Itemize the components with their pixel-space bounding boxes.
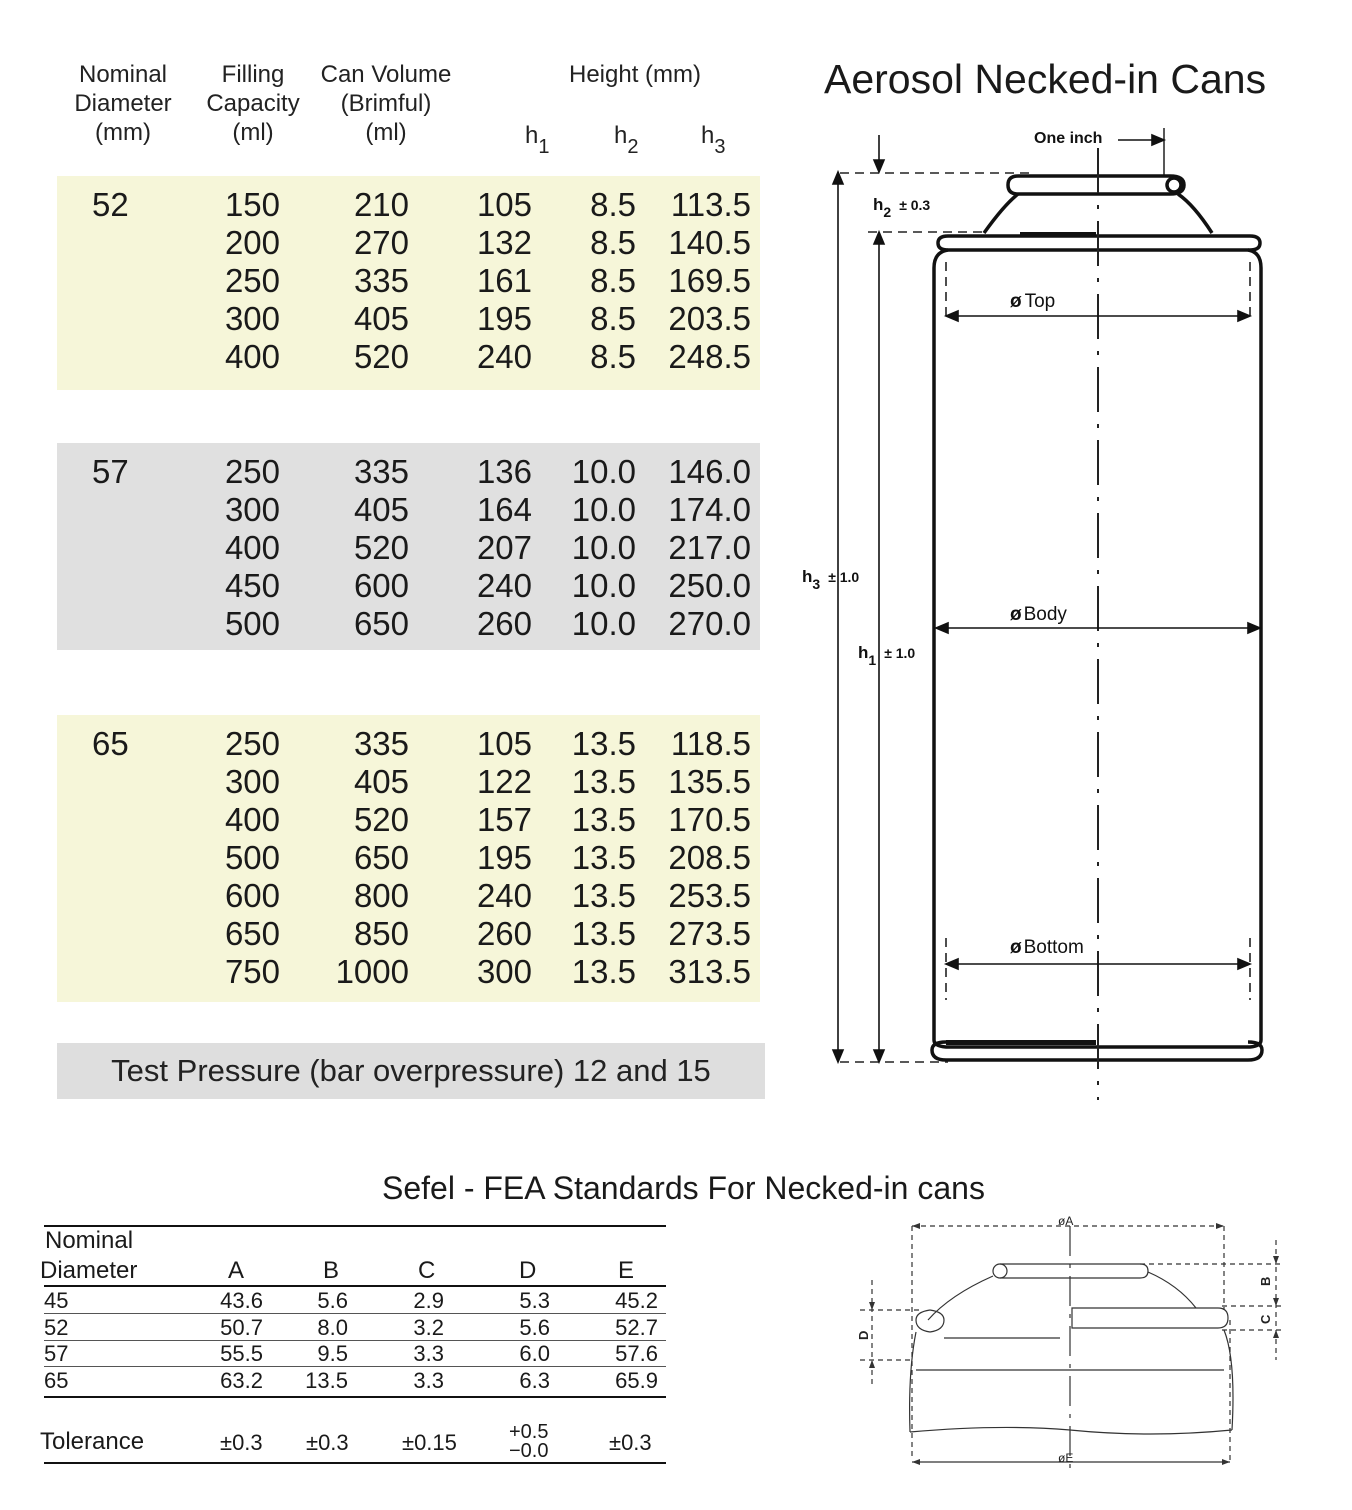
table-cell: 8.5 <box>590 224 636 261</box>
table-cell: 10.0 <box>571 529 636 566</box>
table-cell: 169.5 <box>668 262 751 299</box>
h2-label: $h_2$ $^{\pm 0.3}$ <box>873 195 931 220</box>
table-cell: 400 <box>224 529 280 566</box>
bottom-dia-label: ø Bottom <box>1010 937 1084 958</box>
table-cell: 520 <box>353 529 409 566</box>
std-rule-top <box>44 1225 666 1227</box>
header-nominal-diameter: Nominal Diameter (mm) <box>74 61 172 146</box>
tol-b: ±0.3 <box>306 1430 349 1455</box>
table-cell: 335 <box>353 262 409 299</box>
std-rule-bottom <box>44 1396 666 1398</box>
header-filling-capacity: Filling Capacity (ml) <box>206 61 300 146</box>
tol-e: ±0.3 <box>609 1430 652 1455</box>
table-cell: 105 <box>476 186 532 223</box>
top-dia-label: ø Top <box>1010 291 1056 312</box>
std-cell: 8.0 <box>317 1314 348 1340</box>
table-cell: 8.5 <box>590 300 636 337</box>
std-cell: 55.5 <box>220 1341 263 1366</box>
std-column-header: C <box>418 1257 436 1284</box>
table-cell: 260 <box>476 605 532 642</box>
table-cell: 8.5 <box>590 262 636 299</box>
can-diagram-title: Aerosol Necked-in Cans <box>824 56 1267 102</box>
table-cell: 10.0 <box>571 567 636 604</box>
table-cell: 650 <box>353 839 409 876</box>
table-cell: 8.5 <box>590 186 636 223</box>
std-cell: 2.9 <box>413 1288 444 1313</box>
dome-c-label: C <box>1258 1314 1273 1324</box>
std-cell: 5.6 <box>317 1288 348 1313</box>
table-cell: 195 <box>476 839 532 876</box>
table-cell: 270.0 <box>668 605 751 642</box>
table-cell: 10.0 <box>571 605 636 642</box>
dome-e-label: øE <box>1058 1451 1074 1465</box>
table-cell: 273.5 <box>668 915 751 952</box>
tol-d-minus: −0.0 <box>509 1440 549 1462</box>
table-cell: 450 <box>224 567 280 604</box>
table-cell: 1000 <box>335 953 409 990</box>
tol-c: ±0.15 <box>402 1430 457 1455</box>
table-cell: 650 <box>353 605 409 642</box>
table-cell: 164 <box>476 491 532 528</box>
table-cell: 600 <box>353 567 409 604</box>
std-cell: 57.6 <box>615 1341 658 1366</box>
table-cell: 270 <box>353 224 409 261</box>
table-cell: 200 <box>224 224 280 261</box>
can-diagram <box>790 120 1290 1110</box>
std-cell: 45.2 <box>615 1288 658 1313</box>
table-cell: 8.5 <box>590 338 636 375</box>
table-cell: 520 <box>353 338 409 375</box>
table-cell: 195 <box>476 300 532 337</box>
std-cell: 43.6 <box>220 1288 263 1313</box>
table-cell: 300 <box>224 300 280 337</box>
table-cell: 146.0 <box>668 453 751 490</box>
table-cell: 208.5 <box>668 839 751 876</box>
std-cell: 63.2 <box>220 1367 263 1393</box>
table-cell: 136 <box>476 453 532 490</box>
table-cell: 240 <box>476 877 532 914</box>
table-cell: 300 <box>224 763 280 800</box>
std-row-diameter: 52 <box>44 1314 69 1340</box>
standards-title: Sefel - FEA Standards For Necked-in cans <box>382 1170 985 1206</box>
std-cell: 52.7 <box>615 1314 658 1340</box>
table-cell: 250 <box>224 725 280 762</box>
table-cell: 157 <box>476 801 532 838</box>
table-cell: 132 <box>476 224 532 261</box>
table-cell: 405 <box>353 763 409 800</box>
tol-a: ±0.3 <box>220 1430 263 1455</box>
nominal-diameter: 65 <box>92 725 129 762</box>
table-cell: 750 <box>224 953 280 990</box>
table-cell: 250 <box>224 453 280 490</box>
std-rule-header <box>44 1285 666 1287</box>
std-row-divider <box>44 1313 666 1314</box>
header-can-volume: Can Volume (Brimful) (ml) <box>320 61 452 146</box>
table-cell: 13.5 <box>571 801 636 838</box>
table-cell: 500 <box>224 605 280 642</box>
group-52 <box>57 176 760 390</box>
table-cell: 13.5 <box>571 839 636 876</box>
std-tolerance-label: Tolerance <box>40 1428 145 1455</box>
body-dia-label: ø Body <box>1010 604 1067 625</box>
table-cell: 300 <box>476 953 532 990</box>
std-cell: 6.3 <box>519 1367 550 1393</box>
std-cell: 3.3 <box>413 1367 444 1393</box>
std-cell: 65.9 <box>615 1367 658 1393</box>
std-column-header: E <box>618 1257 635 1284</box>
table-cell: 800 <box>353 877 409 914</box>
table-cell: 113.5 <box>670 186 751 223</box>
table-cell: 13.5 <box>571 915 636 952</box>
std-cell: 5.6 <box>519 1314 550 1340</box>
table-cell: 335 <box>353 725 409 762</box>
dome-diagram <box>850 1210 1290 1480</box>
dome-a-label: øA <box>1058 1214 1074 1228</box>
table-cell: 500 <box>224 839 280 876</box>
table-cell: 13.5 <box>571 953 636 990</box>
std-rule-final <box>44 1462 666 1464</box>
table-cell: 850 <box>353 915 409 952</box>
std-column-header: B <box>323 1257 340 1284</box>
table-cell: 135.5 <box>668 763 751 800</box>
table-cell: 161 <box>476 262 532 299</box>
std-cell: 5.3 <box>519 1288 550 1313</box>
table-cell: 240 <box>476 567 532 604</box>
table-cell: 203.5 <box>668 300 751 337</box>
dome-d-label: D <box>856 1330 871 1340</box>
std-cell: 3.3 <box>413 1341 444 1366</box>
h3-label: $h_3$ $^{\pm 1.0}$ <box>802 567 860 592</box>
table-cell: 400 <box>224 801 280 838</box>
tol-d-plus: +0.5 <box>509 1421 549 1443</box>
std-cell: 9.5 <box>317 1341 348 1366</box>
table-cell: 10.0 <box>571 453 636 490</box>
table-cell: 650 <box>224 915 280 952</box>
table-cell: 13.5 <box>571 763 636 800</box>
std-row-diameter: 45 <box>44 1288 69 1313</box>
std-cell: 3.2 <box>413 1314 444 1340</box>
table-cell: 140.5 <box>668 224 751 261</box>
std-cell: 13.5 <box>305 1367 348 1393</box>
table-cell: 13.5 <box>571 725 636 762</box>
table-cell: 10.0 <box>571 491 636 528</box>
can-top-curl <box>1008 176 1184 194</box>
std-row-diameter: 65 <box>44 1367 69 1393</box>
table-cell: 210 <box>353 186 409 223</box>
table-cell: 13.5 <box>571 877 636 914</box>
header-h2: $h_2$ <box>614 122 639 158</box>
std-column-header: A <box>228 1257 245 1284</box>
header-h3: $h_3$ <box>701 122 726 158</box>
table-cell: 207 <box>476 529 532 566</box>
table-cell: 217.0 <box>668 529 751 566</box>
table-cell: 250.0 <box>668 567 751 604</box>
table-cell: 300 <box>224 491 280 528</box>
header-h1: $h_1$ <box>525 122 550 158</box>
std-cell: 6.0 <box>519 1341 550 1366</box>
dome-b-label: B <box>1258 1276 1273 1286</box>
table-cell: 313.5 <box>668 953 751 990</box>
header-height: Height (mm) <box>568 61 701 88</box>
nominal-diameter: 52 <box>92 186 129 223</box>
table-cell: 260 <box>476 915 532 952</box>
table-cell: 150 <box>224 186 280 223</box>
std-row-divider <box>44 1340 666 1341</box>
group-57 <box>57 443 760 650</box>
table-cell: 250 <box>224 262 280 299</box>
table-cell: 405 <box>353 491 409 528</box>
table-cell: 105 <box>476 725 532 762</box>
table-cell: 520 <box>353 801 409 838</box>
table-cell: 253.5 <box>668 877 751 914</box>
test-pressure: Test Pressure (bar overpressure) 12 and 15 <box>57 1043 765 1099</box>
std-row-divider <box>44 1366 666 1367</box>
table-cell: 335 <box>353 453 409 490</box>
table-cell: 600 <box>224 877 280 914</box>
table-cell: 122 <box>476 763 532 800</box>
h1-label: $h_1$ $^{\pm 1.0}$ <box>858 643 916 668</box>
table-cell: 170.5 <box>668 801 751 838</box>
table-cell: 248.5 <box>668 338 751 375</box>
std-header-diameter: Diameter <box>40 1257 138 1284</box>
group-65 <box>57 715 760 1002</box>
nominal-diameter: 57 <box>92 453 129 490</box>
table-cell: 118.5 <box>670 725 751 762</box>
table-cell: 400 <box>224 338 280 375</box>
table-cell: 240 <box>476 338 532 375</box>
one-inch-label: One inch <box>1034 130 1103 147</box>
std-cell: 50.7 <box>220 1314 263 1340</box>
std-row-diameter: 57 <box>44 1341 69 1366</box>
table-cell: 174.0 <box>668 491 751 528</box>
std-header-nominal: Nominal <box>45 1227 134 1254</box>
table-cell: 405 <box>353 300 409 337</box>
std-column-header: D <box>519 1257 537 1284</box>
